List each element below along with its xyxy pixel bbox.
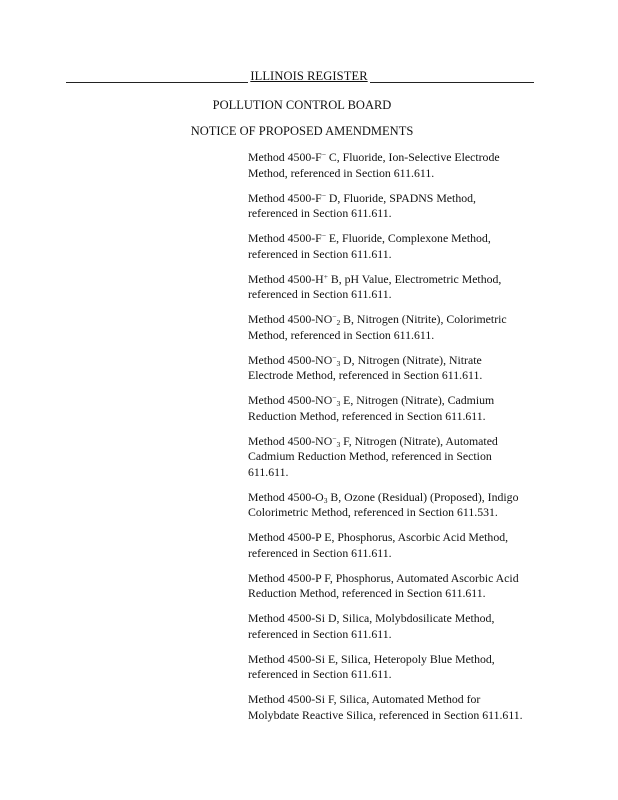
register-title: [0, 69, 618, 84]
method-list: [248, 150, 548, 733]
method-description: B, Nitrogen (Nitrite), Colorimetric: [340, 312, 507, 326]
method-description: C, Fluoride, Ion-Selective Electrode: [325, 150, 500, 164]
method-prefix: Method 4500-Si F, Silica, Automated Method for: [248, 692, 481, 706]
ion-charge: −: [332, 433, 337, 443]
method-line: [248, 231, 548, 247]
method-line: [248, 191, 548, 207]
ion-charge: −: [332, 312, 337, 321]
formula-subscript: 3: [336, 439, 341, 449]
method-prefix: Method 4500-NO: [248, 433, 333, 448]
method-prefix: Method 4500-H: [248, 271, 324, 286]
formula-subscript: 3: [336, 358, 341, 368]
method-reference: referenced in Section 611.611.: [248, 626, 392, 641]
ion-charge: −: [321, 231, 326, 240]
method-line: [248, 353, 548, 369]
ion-charge: −: [321, 190, 326, 200]
method-entry: [248, 191, 548, 222]
method-line: [248, 490, 548, 506]
method-prefix: Method 4500-NO: [248, 393, 333, 407]
method-prefix: Method 4500-F: [248, 231, 322, 245]
method-line: [248, 272, 548, 288]
method-description: E, Nitrogen (Nitrate), Cadmium: [340, 393, 495, 407]
ion-charge: −: [321, 150, 326, 159]
method-reference: referenced in Section 611.611.: [248, 287, 392, 301]
method-prefix: Method 4500-NO: [248, 312, 333, 326]
method-reference: referenced in Section 611.611.: [248, 206, 392, 220]
method-line: [248, 393, 548, 409]
method-prefix: Method 4500-Si E, Silica, Heteropoly Blue Method,: [248, 651, 495, 666]
method-line: [248, 652, 548, 668]
register-title-text: ILLINOIS REGISTER: [250, 69, 368, 83]
method-entry: [248, 353, 548, 384]
method-reference: 611.611.: [248, 464, 289, 479]
method-reference: referenced in Section 611.611.: [248, 667, 392, 681]
method-description: D, Fluoride, SPADNS Method,: [325, 190, 476, 205]
method-line: [248, 530, 548, 546]
ion-charge: +: [323, 271, 328, 281]
method-prefix: Method 4500-F: [248, 150, 322, 164]
method-entry: [248, 530, 548, 561]
method-reference: Colorimetric Method, referenced in Section 611.531.: [248, 505, 498, 519]
method-prefix: Method 4500-O: [248, 489, 324, 504]
method-prefix: Method 4500-P E, Phosphorus, Ascorbic Acid Method,: [248, 530, 509, 544]
method-description: D, Nitrogen (Nitrate), Nitrate: [340, 352, 482, 367]
method-line: [248, 150, 548, 166]
method-reference: Cadmium Reduction Method, referenced in Section: [248, 449, 492, 463]
method-reference: Method, referenced in Section 611.611.: [248, 327, 435, 342]
method-entry: [248, 231, 548, 262]
method-reference: Method, referenced in Section 611.611.: [248, 165, 435, 180]
agency-heading: POLLUTION CONTROL BOARD: [212, 98, 392, 112]
ion-charge: −: [332, 352, 337, 362]
method-reference: Reduction Method, referenced in Section 611.611.: [248, 408, 486, 423]
method-reference: referenced in Section 611.611.: [248, 246, 392, 261]
method-line: [248, 611, 548, 627]
method-entry: [248, 150, 548, 181]
method-reference: Reduction Method, referenced in Section 611.611.: [248, 586, 486, 600]
method-entry: [248, 312, 548, 343]
method-entry: [248, 490, 548, 521]
method-entry: [248, 272, 548, 303]
method-entry: [248, 692, 548, 723]
method-line: [248, 434, 548, 450]
ion-charge: −: [332, 393, 337, 402]
method-prefix: Method 4500-F: [248, 190, 322, 205]
method-prefix: Method 4500-NO: [248, 352, 333, 367]
method-entry: [248, 434, 548, 481]
formula-subscript: 3: [336, 399, 341, 408]
method-description: F, Nitrogen (Nitrate), Automated: [340, 433, 498, 448]
method-entry: [248, 393, 548, 424]
method-description: B, Ozone (Residual) (Proposed), Indigo: [327, 489, 519, 504]
method-reference: Electrode Method, referenced in Section 611.611.: [248, 368, 483, 382]
formula-subscript: 3: [323, 495, 328, 505]
method-prefix: Method 4500-Si D, Silica, Molybdosilicate Method,: [248, 611, 495, 625]
method-line: [248, 692, 548, 708]
formula-subscript: 2: [336, 318, 341, 327]
method-line: [248, 571, 548, 587]
method-entry: [248, 652, 548, 683]
method-reference: referenced in Section 611.611.: [248, 545, 392, 560]
method-reference: Molybdate Reactive Silica, referenced in Section 611.611.: [248, 707, 523, 722]
method-description: E, Fluoride, Complexone Method,: [325, 231, 491, 245]
method-line: [248, 312, 548, 328]
method-entry: [248, 571, 548, 602]
notice-heading: NOTICE OF PROPOSED AMENDMENTS: [190, 124, 414, 138]
method-entry: [248, 611, 548, 642]
method-prefix: Method 4500-P F, Phosphorus, Automated Ascorbic Acid: [248, 570, 519, 585]
method-description: B, pH Value, Electrometric Method,: [327, 271, 502, 286]
